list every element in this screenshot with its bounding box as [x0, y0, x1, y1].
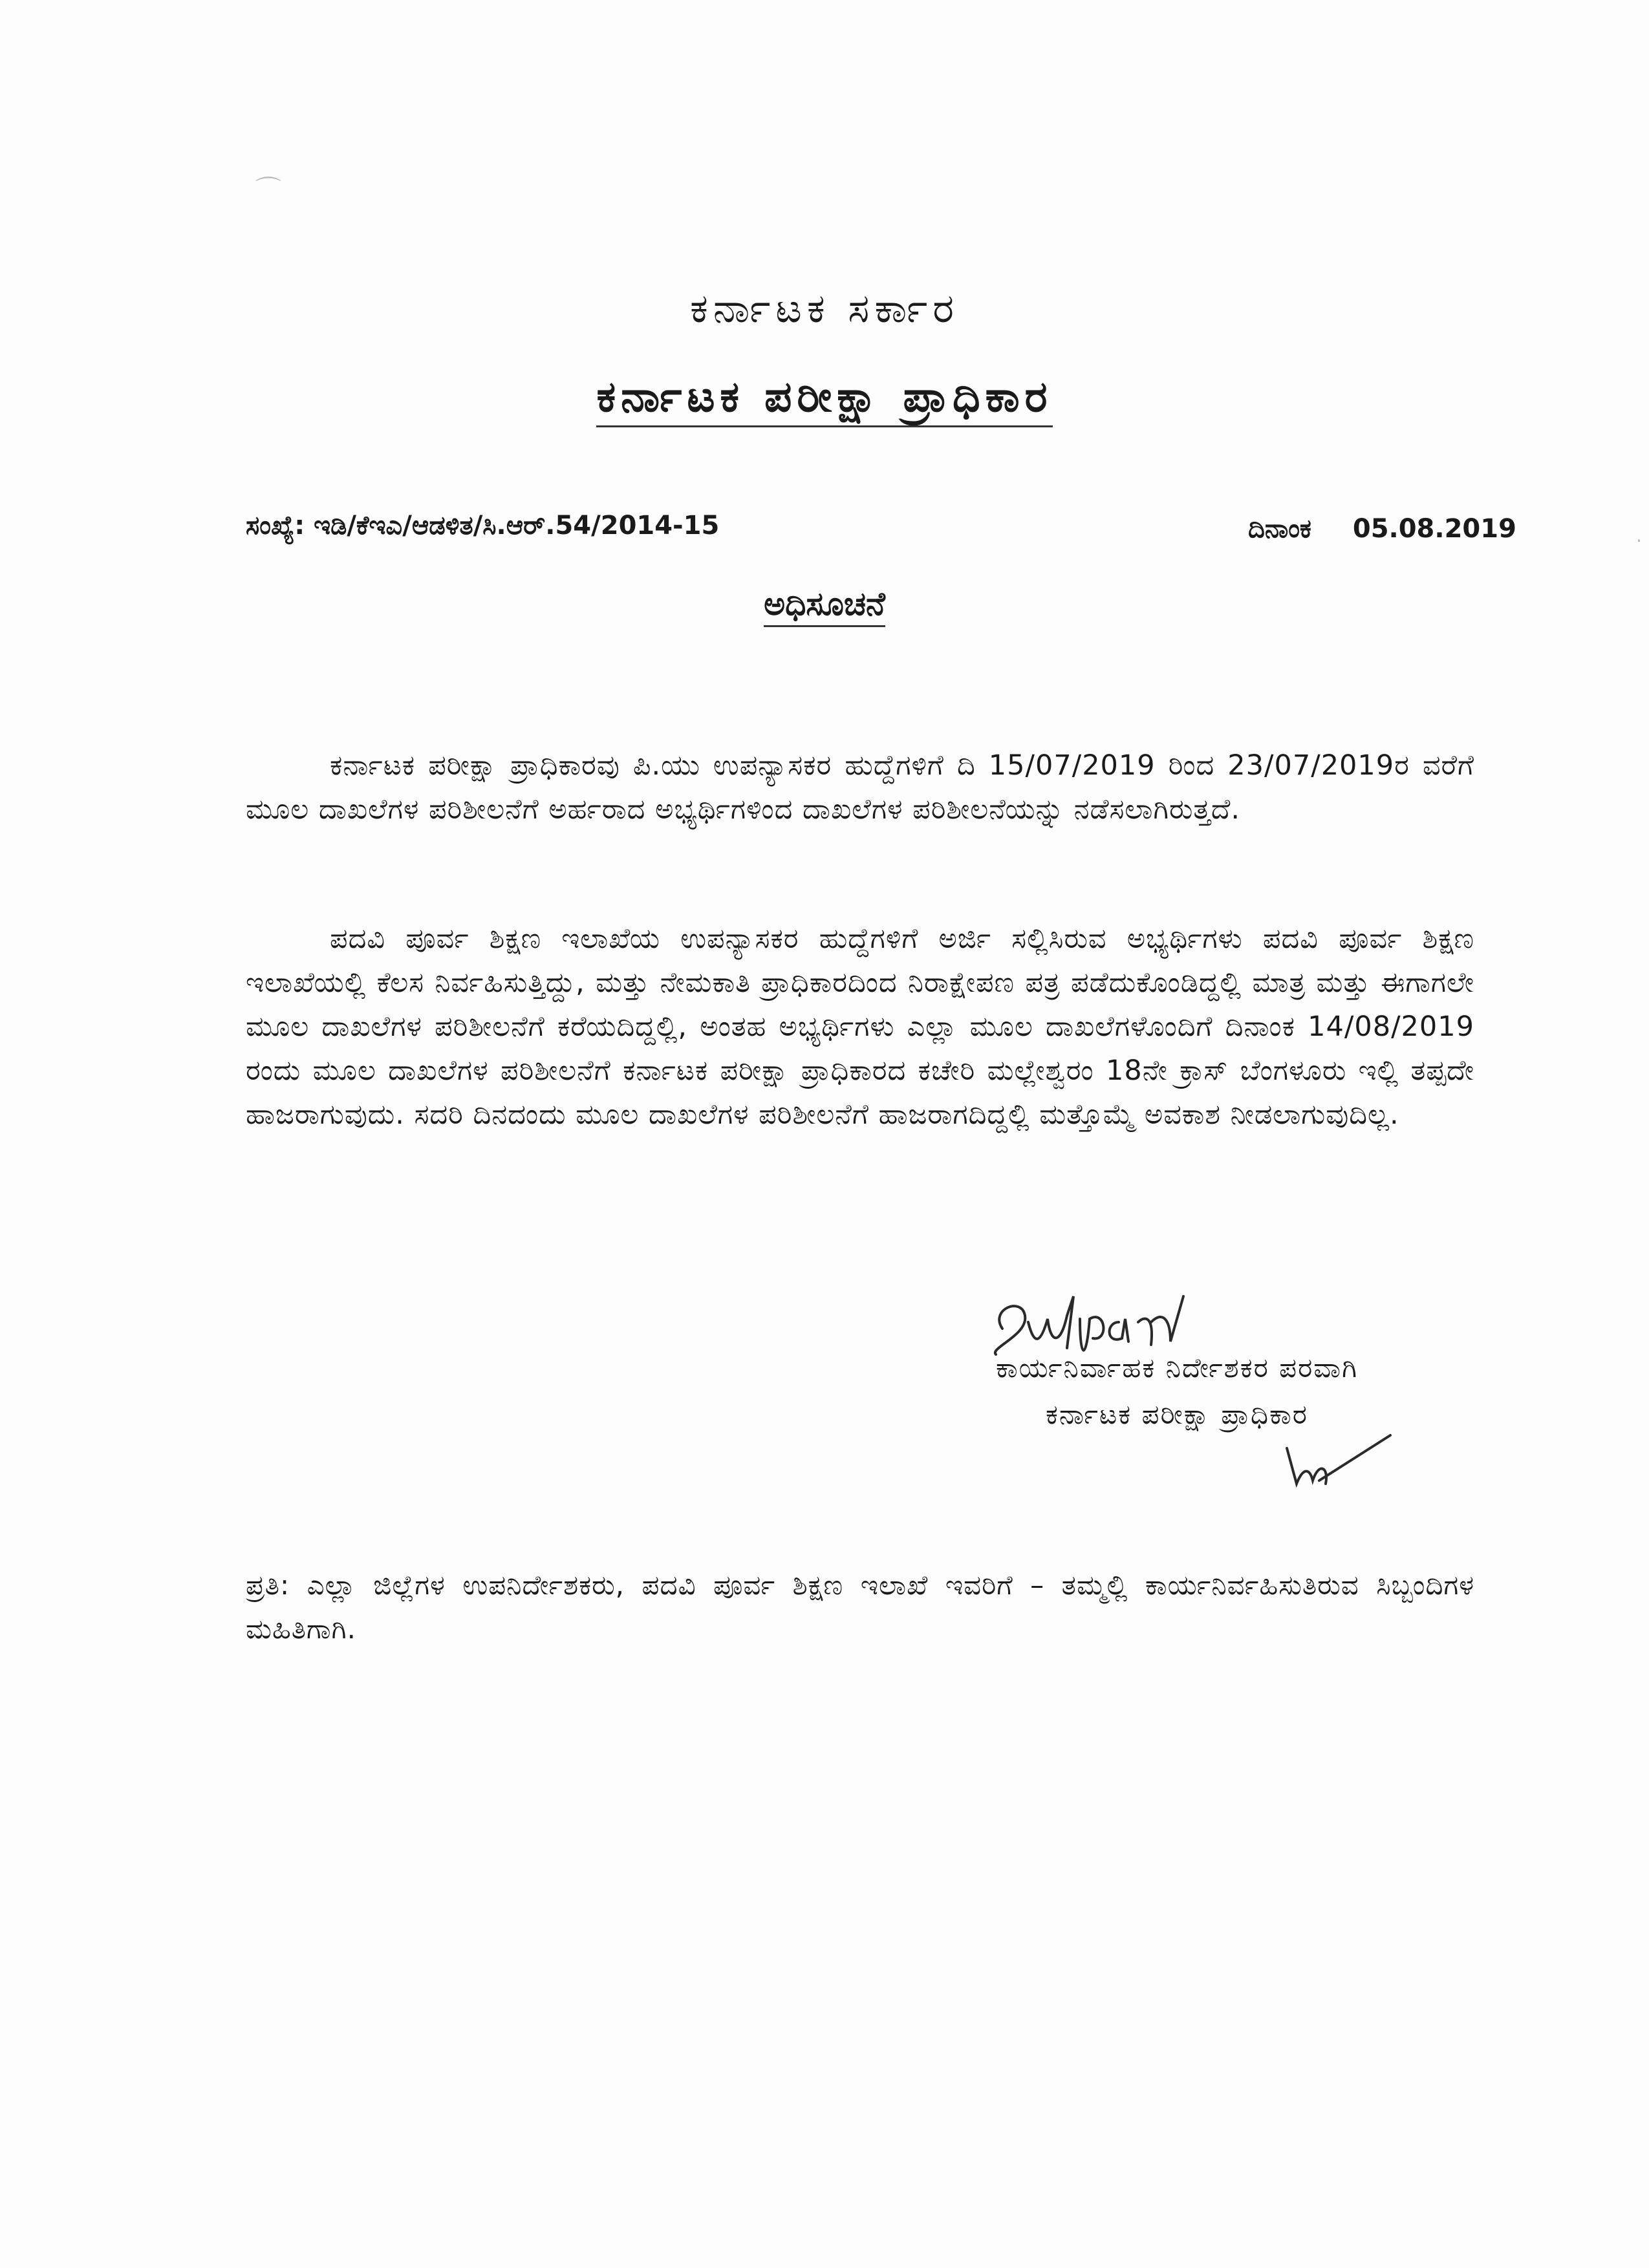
signatory-office: ಕರ್ನಾಟಕ ಪರೀಕ್ಷಾ ಪ್ರಾಧಿಕಾರ [1046, 1398, 1308, 1430]
reference-number: ಸಂಖ್ಯೆ: ಇಡಿ/ಕೆಇಎ/ಆಡಳಿತ/ಸಿ.ಆರ್.54/2014-15 [246, 511, 720, 540]
copy-to-note: ಪ್ರತಿ: ಎಲ್ಲಾ ಜಿಲ್ಲೆಗಳ ಉಪನಿರ್ದೇಶಕರು, ಪದವಿ ಪೂರ್ವ ಶಿಕ್ಷಣ ಇಲಾಖೆ ಇವರಿಗೆ – ತಮ್ಮಲ್ಲಿ ಕಾರ್ಯನಿರ್ವಹಿಸುತಿರುವ ಸಿಬ್ಬಂದಿಗಳ ಮಹಿತಿಗಾಗಿ. [246, 1569, 1474, 1645]
notice-title [0, 585, 1649, 623]
scan-speck: ⌒ [255, 175, 281, 205]
government-heading: ಕರ್ನಾಟಕ ಸರ್ಕಾರ [689, 284, 960, 332]
date-label: ದಿನಾಂಕ [1248, 514, 1311, 544]
scan-speck: · [1636, 530, 1642, 551]
date-line [1248, 514, 1516, 544]
signatory-designation: ಕಾರ್ಯನಿರ್ವಾಹಕ ನಿರ್ದೇಶಕರ ಪರವಾಗಿ [995, 1352, 1359, 1384]
notice-title-text: ಅಧಿಸೂಚನೆ [764, 585, 885, 627]
body-paragraph: ಪದವಿ ಪೂರ್ವ ಶಿಕ್ಷಣ ಇಲಾಖೆಯ ಉಪನ್ಯಾಸಕರ ಹುದ್ದೆಗಳಿಗೆ ಅರ್ಜಿ ಸಲ್ಲಿಸಿರುವ ಅಭ್ಯರ್ಥಿಗಳು ಪದವಿ ಪೂರ್ವ ಶಿಕ್ಷಣ ಇಲಾಖೆಯಲ್ಲಿ ಕೆಲಸ ನಿರ್ವಹಿಸುತ್ತಿದ್ದು, ಮತ್ತು ನೇಮಕಾತಿ ಪ್ರಾಧಿಕಾರದಿಂದ ನಿರಾಕ್ಷೇಪಣ ಪತ್ರ ಪಡೆದುಕೊಂಡಿದ್ದಲ್ಲಿ ಮಾತ್ರ ಮತ್ತು ಈಗಾಗಲೇ ಮೂಲ ದಾಖಲೆಗಳ ಪರಿಶೀಲನೆಗೆ ಕರೆಯದಿದ್ದಲ್ಲಿ, ಅಂತಹ ಅಭ್ಯರ್ಥಿಗಳು ಎಲ್ಲಾ ಮೂಲ ದಾಖಲೆಗಳೊಂದಿಗೆ ದಿನಾಂಕ 14/08/2019 ರಂದು ಮೂಲ ದಾಖಲೆಗಳ ಪರಿಶೀಲನೆಗೆ ಕರ್ನಾಟಕ ಪರೀಕ್ಷಾ ಪ್ರಾಧಿಕಾರದ ಕಚೇರಿ ಮಲ್ಲೇಶ್ವರಂ 18ನೇ ಕ್ರಾಸ್ ಬೆಂಗಳೂರು ಇಲ್ಲಿ ತಪ್ಪದೇ ಹಾಜರಾಗುವುದು. ಸದರಿ ದಿನದಂದು ಮೂಲ ದಾಖಲೆಗಳ ಪರಿಶೀಲನೆಗೆ ಹಾಜರಾಗದಿದ್ದಲ್ಲಿ ಮತ್ತೊಮ್ಮೆ ಅವಕಾಶ ನೀಡಲಾಗುವುದಿಲ್ಲ. [246, 923, 1474, 1131]
authority-heading [0, 372, 1649, 423]
initials-image [1280, 1422, 1397, 1506]
body-paragraph: ಕರ್ನಾಟಕ ಪರೀಕ್ಷಾ ಪ್ರಾಧಿಕಾರವು ಪಿ.ಯು ಉಪನ್ಯಾಸಕರ ಹುದ್ದೆಗಳಿಗೆ ದಿ 15/07/2019 ರಿಂದ 23/07/2019ರ ವರೆಗೆ ಮೂಲ ದಾಖಲೆಗಳ ಪರಿಶೀಲನೆಗೆ ಅರ್ಹರಾದ ಅಭ್ಯರ್ಥಿಗಳಿಂದ ದಾಖಲೆಗಳ ಪರಿಶೀಲನೆಯನ್ನು ನಡೆಸಲಾಗಿರುತ್ತದೆ. [246, 749, 1474, 826]
date-value: 05.08.2019 [1352, 514, 1516, 544]
authority-heading-text: ಕರ್ನಾಟಕ ಪರೀಕ್ಷಾ ಪ್ರಾಧಿಕಾರ [596, 372, 1052, 427]
